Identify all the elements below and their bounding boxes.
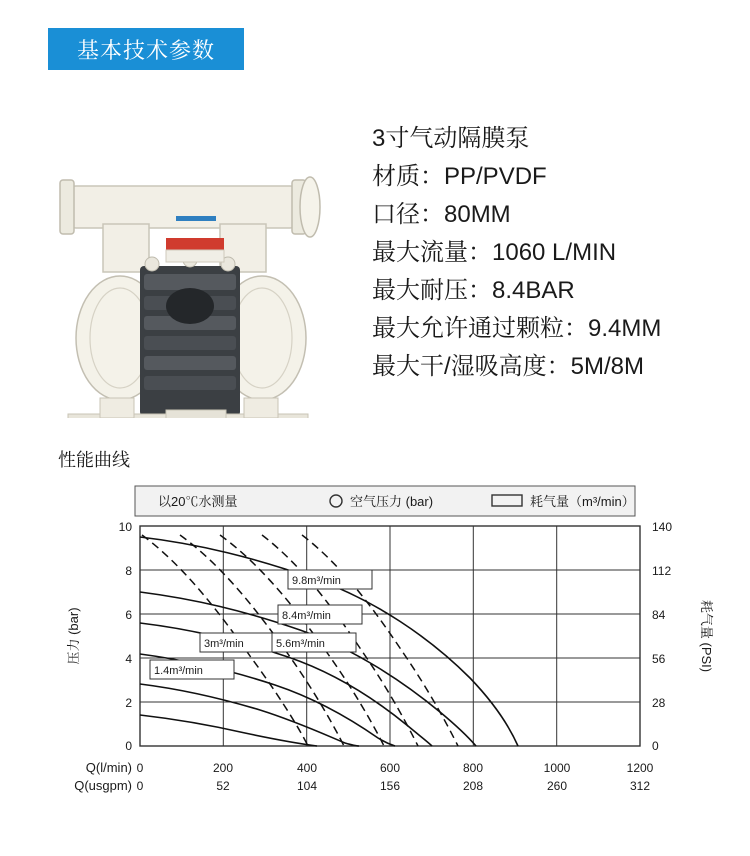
y-tick-4: 4 xyxy=(125,652,132,666)
x-axis-label-usgpm: Q(usgpm) xyxy=(74,778,132,793)
x-tick-400: 400 xyxy=(296,761,318,775)
spec-suction-height: 最大干/湿吸高度：5M/8M xyxy=(372,353,645,380)
legend-air-consumption: 耗气量（m³/min） xyxy=(530,494,635,509)
spec-material: 材质：PP/PVDF xyxy=(372,163,547,190)
x2-tick-156: 156 xyxy=(379,779,401,793)
x-tick-0: 0 xyxy=(136,761,144,775)
y-right-tick-0: 0 xyxy=(652,739,659,753)
y-axis-label-left: 压力 (bar) xyxy=(66,607,81,665)
x-tick-800: 800 xyxy=(462,761,484,775)
section-header-label: 基本技术参数 xyxy=(76,37,215,63)
annotation-label-8-4: 8.4m³/min xyxy=(282,610,331,622)
chart-x-axis-primary xyxy=(137,761,654,775)
chart-y-axis-left xyxy=(119,520,133,753)
x2-tick-208: 208 xyxy=(462,779,484,793)
x-tick-1000: 1000 xyxy=(543,761,571,775)
y-right-tick-28: 28 xyxy=(652,696,666,710)
x2-tick-104: 104 xyxy=(296,779,318,793)
spec-diameter: 口径：80MM xyxy=(372,201,511,228)
spec-max-flow: 最大流量：1060 L/MIN xyxy=(372,239,617,266)
y-right-tick-56: 56 xyxy=(652,652,666,666)
x-tick-200: 200 xyxy=(212,761,234,775)
y-tick-8: 8 xyxy=(125,564,132,578)
y-right-tick-140: 140 xyxy=(652,520,673,534)
x-tick-600: 600 xyxy=(379,761,401,775)
performance-curve-title: 性能曲线 xyxy=(58,450,130,470)
product-spec-list xyxy=(372,120,742,386)
annotation-label-5-6: 5.6m³/min xyxy=(276,638,325,650)
product-title: 3寸气动隔膜泵 xyxy=(372,125,530,152)
y-right-tick-112: 112 xyxy=(652,564,672,578)
y-tick-10: 10 xyxy=(118,520,132,534)
x2-tick-260: 260 xyxy=(546,779,568,793)
section-header-badge xyxy=(48,28,244,70)
x2-tick-312: 312 xyxy=(629,779,651,793)
spec-max-particle: 最大允许通过颗粒：9.4MM xyxy=(372,315,662,342)
legend-air-pressure: 空气压力 (bar) xyxy=(350,494,434,509)
spec-max-pressure: 最大耐压：8.4BAR xyxy=(372,277,575,304)
product-photo-svg xyxy=(48,88,348,418)
annotation-label-9-8: 9.8m³/min xyxy=(292,575,341,587)
x2-tick-52: 52 xyxy=(216,779,230,793)
annotation-label-1-4: 1.4m³/min xyxy=(154,665,203,677)
performance-curve-svg xyxy=(40,478,720,818)
x2-tick-0: 0 xyxy=(136,779,144,793)
y-axis-label-right: 耗气量 (PSI) xyxy=(699,599,714,673)
x-axis-label-lmin: Q(l/min) xyxy=(85,760,132,775)
y-tick-2: 2 xyxy=(125,696,132,710)
legend-note: 以20℃水测量 xyxy=(158,494,238,509)
y-tick-6: 6 xyxy=(125,608,132,622)
x-tick-1200: 1200 xyxy=(626,761,654,775)
product-photo xyxy=(48,88,348,418)
y-tick-0: 0 xyxy=(125,739,132,753)
annotation-label-3: 3m³/min xyxy=(204,638,244,650)
chart-x-axis-secondary xyxy=(137,779,651,793)
chart-y-axis-right xyxy=(652,520,672,753)
performance-curve-chart xyxy=(40,478,720,818)
y-right-tick-84: 84 xyxy=(652,608,666,622)
